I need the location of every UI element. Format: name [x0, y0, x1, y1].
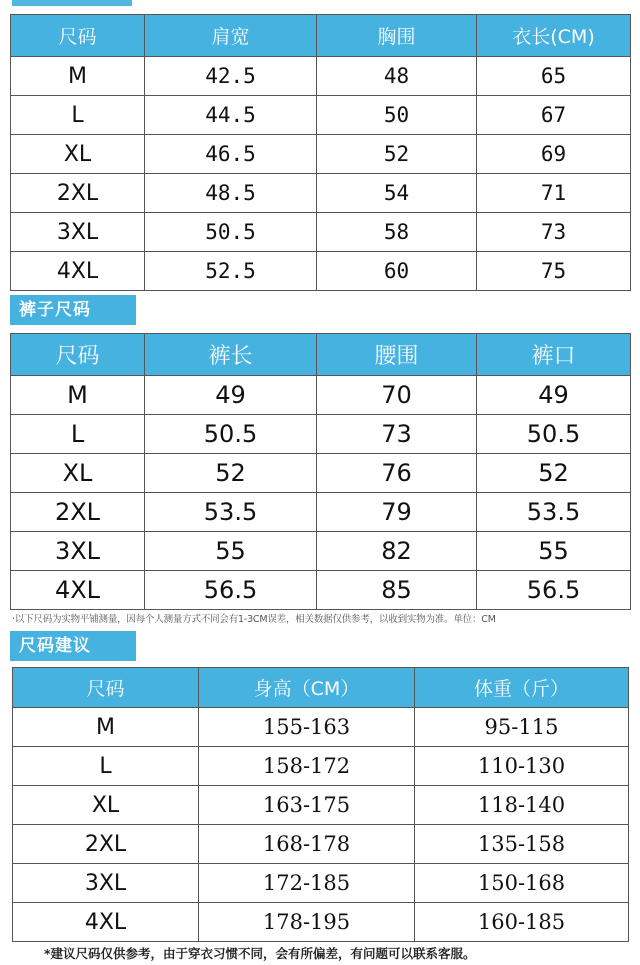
value-cell: 73	[477, 213, 631, 252]
value-cell: 69	[477, 135, 631, 174]
weight-range-cell: 150-168	[415, 864, 629, 903]
table-row	[11, 571, 631, 610]
weight-range-cell: 135-158	[415, 825, 629, 864]
height-range-cell: 158-172	[199, 747, 415, 786]
top-size-table	[10, 14, 631, 291]
value-cell: 49	[477, 376, 631, 415]
header-cell: 裤口	[477, 334, 631, 376]
value-cell: 85	[317, 571, 477, 610]
table-row	[11, 213, 631, 252]
size-cell: 2XL	[11, 493, 145, 532]
table-row	[13, 825, 629, 864]
value-cell: 73	[317, 415, 477, 454]
weight-range-cell: 118-140	[415, 786, 629, 825]
value-cell: 52	[317, 135, 477, 174]
value-cell: 50.5	[145, 415, 317, 454]
value-cell: 76	[317, 454, 477, 493]
value-cell: 58	[317, 213, 477, 252]
table-row	[11, 174, 631, 213]
size-cell: 4XL	[13, 903, 199, 942]
value-cell: 70	[317, 376, 477, 415]
size-cell: 3XL	[11, 213, 145, 252]
header-cell: 身高（CM）	[199, 668, 415, 708]
size-cell: 4XL	[11, 571, 145, 610]
table-row	[11, 252, 631, 291]
height-range-cell: 178-195	[199, 903, 415, 942]
size-cell: L	[11, 96, 145, 135]
measurement-note: ·以下尺码为实物平铺测量，因每个人测量方式不同会有1-3CM误差，相关数据仅供参考，以收到实物为准。单位：CM	[12, 614, 496, 625]
size-cell: XL	[11, 135, 145, 174]
size-cell: XL	[11, 454, 145, 493]
value-cell: 44.5	[145, 96, 317, 135]
value-cell: 67	[477, 96, 631, 135]
value-cell: 54	[317, 174, 477, 213]
pants-size-table	[10, 333, 631, 610]
value-cell: 52.5	[145, 252, 317, 291]
height-range-cell: 163-175	[199, 786, 415, 825]
size-cell: M	[13, 708, 199, 747]
value-cell: 56.5	[477, 571, 631, 610]
suggestion-section-title: 尺码建议	[10, 631, 136, 661]
value-cell: 42.5	[145, 57, 317, 96]
value-cell: 71	[477, 174, 631, 213]
size-cell: 3XL	[13, 864, 199, 903]
size-cell: 3XL	[11, 532, 145, 571]
size-cell: XL	[13, 786, 199, 825]
size-cell: M	[11, 57, 145, 96]
height-range-cell: 155-163	[199, 708, 415, 747]
value-cell: 55	[477, 532, 631, 571]
table-header-row	[11, 15, 631, 57]
suggestion-footnote: *建议尺码仅供参考，由于穿衣习惯不同，会有所偏差，有问题可以联系客服。	[44, 946, 476, 961]
value-cell: 48.5	[145, 174, 317, 213]
value-cell: 50.5	[477, 415, 631, 454]
height-range-cell: 172-185	[199, 864, 415, 903]
table-header-row	[13, 668, 629, 708]
value-cell: 53.5	[477, 493, 631, 532]
table-row	[11, 532, 631, 571]
value-cell: 52	[145, 454, 317, 493]
header-cell: 尺码	[11, 15, 145, 57]
table-header-row	[11, 334, 631, 376]
table-row	[11, 57, 631, 96]
table-row	[13, 786, 629, 825]
value-cell: 48	[317, 57, 477, 96]
value-cell: 50	[317, 96, 477, 135]
value-cell: 75	[477, 252, 631, 291]
table-row	[11, 96, 631, 135]
top-section-tab	[12, 0, 132, 6]
table-row	[11, 415, 631, 454]
size-cell: 4XL	[11, 252, 145, 291]
header-cell: 体重（斤）	[415, 668, 629, 708]
size-cell: 2XL	[13, 825, 199, 864]
pants-section-title: 裤子尺码	[10, 295, 136, 325]
header-cell: 尺码	[13, 668, 199, 708]
value-cell: 53.5	[145, 493, 317, 532]
weight-range-cell: 95-115	[415, 708, 629, 747]
table-row	[13, 747, 629, 786]
header-cell: 胸围	[317, 15, 477, 57]
table-row	[13, 864, 629, 903]
value-cell: 50.5	[145, 213, 317, 252]
table-row	[11, 135, 631, 174]
value-cell: 82	[317, 532, 477, 571]
header-cell: 裤长	[145, 334, 317, 376]
table-row	[13, 708, 629, 747]
value-cell: 65	[477, 57, 631, 96]
table-row	[11, 493, 631, 532]
header-cell: 肩宽	[145, 15, 317, 57]
value-cell: 79	[317, 493, 477, 532]
value-cell: 60	[317, 252, 477, 291]
value-cell: 46.5	[145, 135, 317, 174]
header-cell: 衣长(CM)	[477, 15, 631, 57]
header-cell: 腰围	[317, 334, 477, 376]
height-range-cell: 168-178	[199, 825, 415, 864]
weight-range-cell: 110-130	[415, 747, 629, 786]
weight-range-cell: 160-185	[415, 903, 629, 942]
table-row	[11, 376, 631, 415]
table-row	[13, 903, 629, 942]
header-cell: 尺码	[11, 334, 145, 376]
value-cell: 56.5	[145, 571, 317, 610]
size-cell: L	[11, 415, 145, 454]
size-suggestion-table	[12, 667, 629, 942]
value-cell: 49	[145, 376, 317, 415]
table-row	[11, 454, 631, 493]
value-cell: 52	[477, 454, 631, 493]
value-cell: 55	[145, 532, 317, 571]
size-cell: M	[11, 376, 145, 415]
size-cell: 2XL	[11, 174, 145, 213]
size-cell: L	[13, 747, 199, 786]
